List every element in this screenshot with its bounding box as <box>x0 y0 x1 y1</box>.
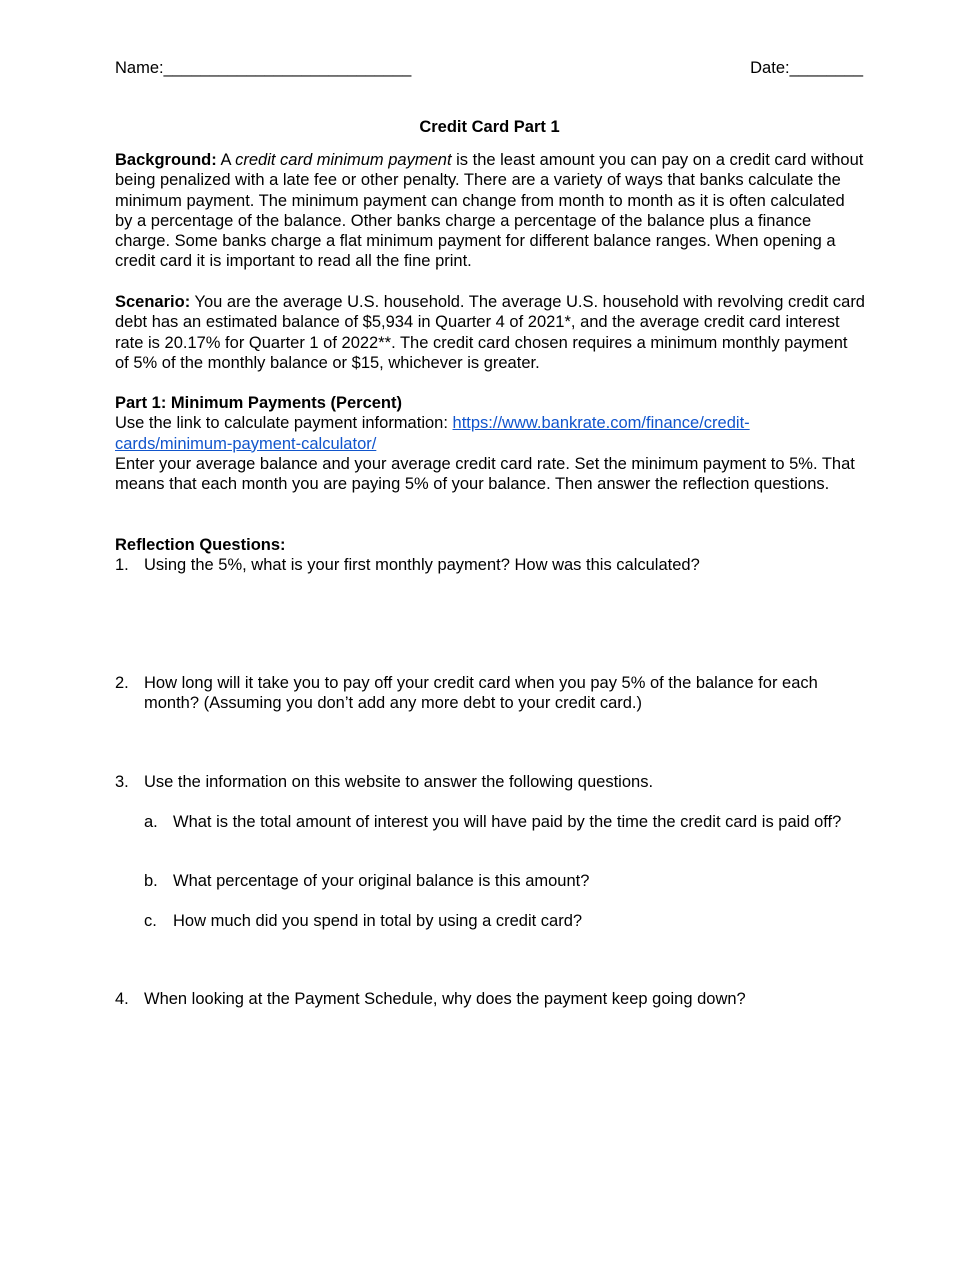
background-text-a: A <box>216 151 236 169</box>
reflection-heading: Reflection Questions: <box>115 536 286 554</box>
question-4 <box>115 989 865 1009</box>
question-number: 4. <box>115 990 129 1008</box>
question-text: Use the information on this website to answer the following questions. <box>144 773 654 791</box>
scenario-heading: Scenario: <box>115 293 191 311</box>
question-text: How long will it take you to pay off your credit card when you pay 5% of the balance for each month? (Assuming you don’t add any more debt to your credit card.) <box>144 674 818 713</box>
subquestion-a <box>144 812 864 832</box>
subquestion-letter: b. <box>144 872 158 890</box>
subquestion-text: What percentage of your original balance is this amount? <box>173 872 590 890</box>
subquestion-text: How much did you spend in total by using a credit card? <box>173 912 583 930</box>
subquestion-c <box>144 911 864 931</box>
part1-instructions: Enter your average balance and your average credit card rate. Set the minimum payment to 5%. That means that each month you are paying 5% of your balance. Then answer the reflection questions. <box>115 454 855 494</box>
part1-link-line <box>115 413 865 454</box>
question-number: 2. <box>115 674 129 692</box>
reflection-heading-block <box>115 535 865 555</box>
date-field-label: Date:________ <box>750 59 863 77</box>
part1-heading: Part 1: Minimum Payments (Percent) <box>115 394 402 412</box>
name-field-label: Name:___________________________ <box>115 59 412 77</box>
part1-link-intro: Use the link to calculate payment information: <box>115 414 453 433</box>
question-number: 1. <box>115 556 129 574</box>
question-number: 3. <box>115 773 129 791</box>
scenario-paragraph <box>115 292 865 373</box>
scenario-text: You are the average U.S. household. The average U.S. household with revolving credit card debt has an estimated balance of $5,934 in Quarter 4 of 2021*, and the average credit card interest rate is 20.17% for Quarter 1 of 2022**. The credit card chosen requires a minimum monthly payment of 5% of the monthly balance or $15, whichever is greater. <box>115 293 865 372</box>
background-text-b: is the least amount you can pay on a credit card without being penalized with a late fee or other penalty. There are a variety of ways that banks calculate the minimum payment. The minimum payment can change from month to month as it is often calculated by a percentage of the balance. Other banks charge a percentage of the balance plus a finance charge. Some banks charge a flat minimum payment for different balance ranges. When opening a credit card it is important to read all the fine print. <box>115 151 864 271</box>
part1-section <box>115 393 865 494</box>
background-paragraph <box>115 150 865 272</box>
question-1 <box>115 555 865 575</box>
calculator-link[interactable]: https://www.bankrate.com/finance/credit-cards/minimum-payment-calculator/ <box>115 414 750 453</box>
question-text: Using the 5%, what is your first monthly payment? How was this calculated? <box>144 556 700 574</box>
page-title: Credit Card Part 1 <box>419 118 560 136</box>
subquestion-b <box>144 871 864 891</box>
subquestion-letter: c. <box>144 912 157 930</box>
background-heading: Background: <box>115 151 217 169</box>
subquestion-letter: a. <box>144 813 158 831</box>
question-2 <box>115 673 865 714</box>
question-3 <box>115 772 865 792</box>
background-term: credit card minimum payment <box>235 151 452 169</box>
subquestion-text: What is the total amount of interest you will have paid by the time the credit card is paid off? <box>173 813 842 831</box>
header-row <box>115 57 863 79</box>
question-text: When looking at the Payment Schedule, why does the payment keep going down? <box>144 990 746 1008</box>
